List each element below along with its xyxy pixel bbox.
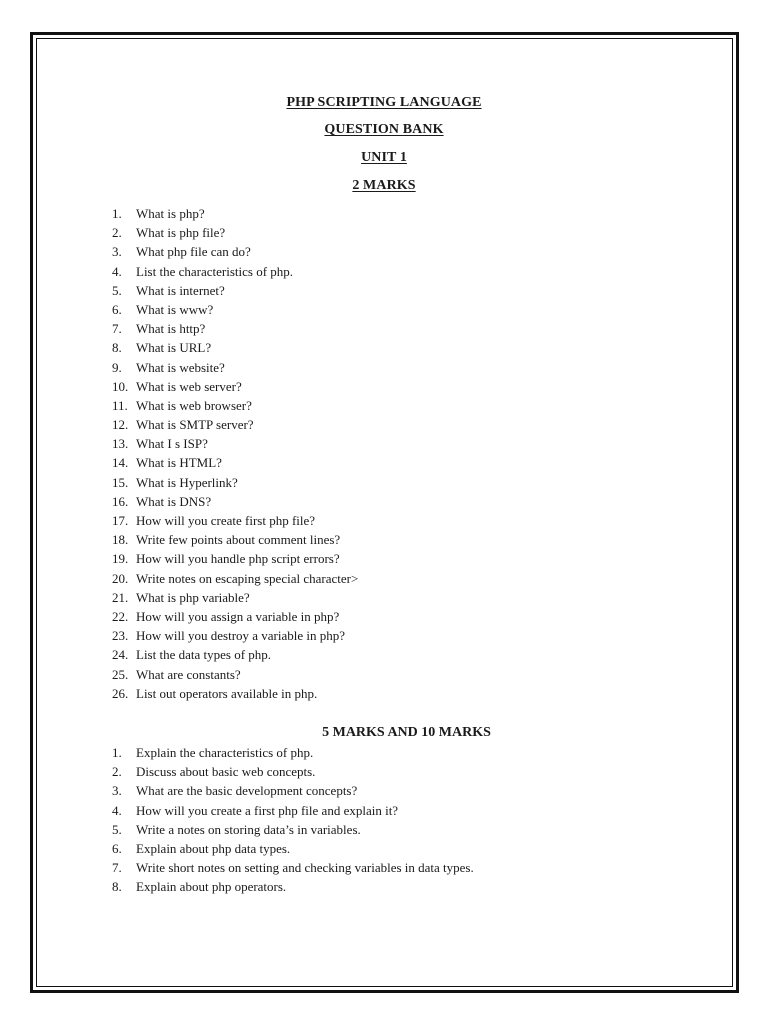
- question-item: [0, 781, 768, 800]
- question-text: Write few points about comment lines?: [136, 532, 341, 548]
- question-number: 15.: [112, 474, 129, 490]
- question-item: [0, 665, 768, 684]
- question-text: What is HTML?: [136, 455, 222, 471]
- question-number: 7.: [112, 860, 122, 876]
- question-number: 1.: [112, 206, 122, 221]
- question-text: What is website?: [136, 359, 225, 375]
- question-item: [0, 281, 768, 300]
- question-number: 11.: [112, 397, 128, 413]
- question-number: 21.: [112, 589, 129, 605]
- question-number: 1.: [112, 745, 122, 760]
- question-number: 14.: [112, 455, 129, 471]
- question-item: [0, 396, 768, 415]
- question-number: 13.: [112, 436, 129, 452]
- document-title: PHP SCRIPTING LANGUAGE: [286, 95, 482, 110]
- question-item: [0, 453, 768, 472]
- question-text: What is internet?: [136, 282, 225, 298]
- question-text: What I s ISP?: [136, 436, 208, 452]
- document-subtitle: QUESTION BANK: [324, 122, 444, 137]
- question-item: [0, 530, 768, 549]
- question-number: 4.: [112, 263, 122, 279]
- question-item: [0, 549, 768, 568]
- question-text: Write short notes on setting and checking variables in data types.: [136, 860, 474, 876]
- question-number: 16.: [112, 493, 129, 509]
- question-item: [0, 607, 768, 626]
- question-item: [0, 588, 768, 607]
- question-text: What is php variable?: [136, 589, 250, 605]
- question-item: [0, 262, 768, 281]
- question-number: 24.: [112, 647, 129, 663]
- question-item: [0, 223, 768, 242]
- question-text: What are the basic development concepts?: [136, 783, 358, 799]
- question-text: How will you destroy a variable in php?: [136, 628, 346, 644]
- question-number: 2.: [112, 225, 122, 241]
- question-text: How will you assign a variable in php?: [136, 608, 340, 624]
- question-item: [0, 377, 768, 396]
- question-number: 9.: [112, 359, 122, 375]
- question-text: What is web browser?: [136, 397, 252, 413]
- unit-heading: UNIT 1: [361, 150, 407, 165]
- question-item: [0, 204, 768, 223]
- question-text: What is php file?: [136, 225, 226, 241]
- question-item: [0, 434, 768, 453]
- question-text: List the characteristics of php.: [136, 263, 294, 279]
- question-number: 6.: [112, 840, 122, 856]
- question-number: 6.: [112, 301, 122, 317]
- question-item: [0, 626, 768, 645]
- question-item: [0, 319, 768, 338]
- question-number: 4.: [112, 802, 122, 818]
- question-text: List out operators available in php.: [136, 685, 318, 701]
- question-item: [0, 762, 768, 781]
- question-item: [0, 645, 768, 664]
- five-ten-marks-question-list: [0, 743, 768, 897]
- question-text: What php file can do?: [136, 244, 251, 260]
- question-number: 19.: [112, 551, 129, 567]
- section-5-10-marks-heading: 5 MARKS AND 10 MARKS: [322, 725, 491, 740]
- question-text: What are constants?: [136, 666, 241, 682]
- question-item: [0, 839, 768, 858]
- question-text: What is SMTP server?: [136, 417, 254, 433]
- question-item: [0, 820, 768, 839]
- question-text: List the data types of php.: [136, 647, 272, 663]
- question-text: What is URL?: [136, 340, 212, 356]
- question-text: How will you handle php script errors?: [136, 551, 340, 567]
- question-text: Explain the characteristics of php.: [136, 745, 314, 760]
- question-item: [0, 877, 768, 896]
- question-text: What is Hyperlink?: [136, 474, 238, 490]
- question-number: 8.: [112, 340, 122, 356]
- question-number: 8.: [112, 879, 122, 895]
- question-text: How will you create a first php file and explain it?: [136, 802, 399, 818]
- question-item: [0, 492, 768, 511]
- question-text: Explain about php data types.: [136, 840, 291, 856]
- question-number: 23.: [112, 628, 129, 644]
- question-item: [0, 415, 768, 434]
- question-number: 7.: [112, 321, 122, 337]
- question-text: Write a notes on storing data’s in variables.: [136, 821, 361, 837]
- question-item: [0, 358, 768, 377]
- question-number: 5.: [112, 282, 122, 298]
- question-item: [0, 743, 768, 762]
- question-item: [0, 511, 768, 530]
- question-text: Discuss about basic web concepts.: [136, 764, 316, 780]
- question-number: 12.: [112, 417, 129, 433]
- question-number: 3.: [112, 783, 122, 799]
- question-number: 22.: [112, 608, 129, 624]
- question-number: 17.: [112, 513, 129, 528]
- question-item: [0, 801, 768, 820]
- question-text: Write notes on escaping special character>: [136, 570, 359, 586]
- question-item: [0, 338, 768, 357]
- question-item: [0, 473, 768, 492]
- two-marks-question-list: [0, 204, 768, 703]
- question-text: What is web server?: [136, 378, 242, 394]
- question-item: [0, 300, 768, 319]
- question-text: Explain about php operators.: [136, 879, 287, 895]
- question-text: What is http?: [136, 321, 206, 337]
- question-item: [0, 684, 768, 703]
- question-number: 2.: [112, 764, 122, 780]
- section-2-marks-heading: 2 MARKS: [352, 178, 416, 193]
- question-text: What is www?: [136, 301, 214, 317]
- question-number: 20.: [112, 570, 129, 586]
- question-number: 5.: [112, 821, 122, 837]
- question-number: 18.: [112, 532, 129, 548]
- question-item: [0, 858, 768, 877]
- question-item: [0, 242, 768, 261]
- question-text: How will you create first php file?: [136, 513, 316, 528]
- question-number: 10.: [112, 378, 129, 394]
- question-item: [0, 569, 768, 588]
- question-number: 3.: [112, 244, 122, 260]
- question-number: 25.: [112, 666, 129, 682]
- question-text: What is php?: [136, 206, 205, 221]
- question-number: 26.: [112, 685, 129, 701]
- question-text: What is DNS?: [136, 493, 212, 509]
